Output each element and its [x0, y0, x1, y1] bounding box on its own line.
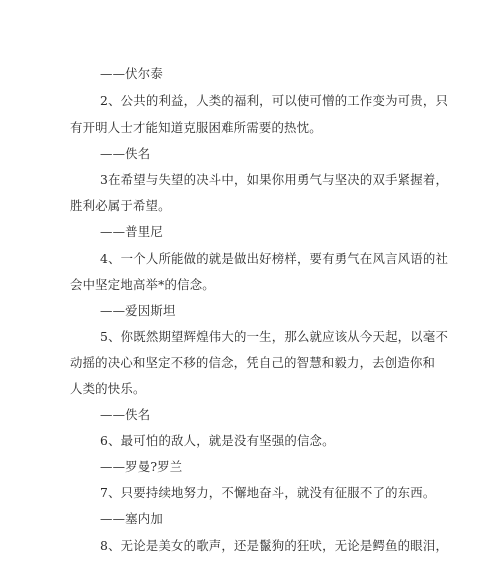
quote-text-line: 7、只要持续地努力，不懈地奋斗，就没有征服不了的东西。 [100, 485, 436, 500]
quote-text-line: 8、无论是美女的歌声，还是鬣狗的狂吠，无论是鳄鱼的眼泪， [100, 538, 449, 553]
quote-attribution: ——爱因斯坦 [100, 303, 176, 318]
quote-text-line: 5、你既然期望辉煌伟大的一生，那么就应该从今天起，以毫不 [100, 329, 449, 344]
quote-text-line: 动摇的决心和坚定不移的信念，凭自己的智慧和毅力，去创造你和 [70, 355, 436, 370]
quote-text-line: 2、公共的利益，人类的福利，可以使可憎的工作变为可贵，只 [100, 93, 449, 108]
quote-attribution: ——普里尼 [100, 224, 163, 239]
quote-attribution: ——罗曼?罗兰 [100, 459, 183, 474]
quote-text-line: 4、一个人所能做的就是做出好榜样，要有勇气在风言风语的社 [100, 251, 449, 266]
quote-text-line: 6、最可怕的敌人，就是没有坚强的信念。 [100, 433, 335, 448]
quote-attribution: ——佚名 [100, 146, 151, 161]
quote-text-line: 人类的快乐。 [70, 381, 146, 396]
quote-attribution: ——佚名 [100, 407, 151, 422]
quote-attribution: ——伏尔泰 [100, 66, 163, 81]
quote-text-line: 有开明人士才能知道克服困难所需要的热忱。 [70, 120, 322, 135]
quote-attribution: ——塞内加 [100, 511, 163, 526]
quote-text-line: 3在希望与失望的决斗中，如果你用勇气与坚决的双手紧握着， [100, 172, 449, 187]
quote-text-line: 会中坚定地高举*的信念。 [70, 277, 215, 292]
quote-text-line: 胜利必属于希望。 [70, 198, 171, 213]
